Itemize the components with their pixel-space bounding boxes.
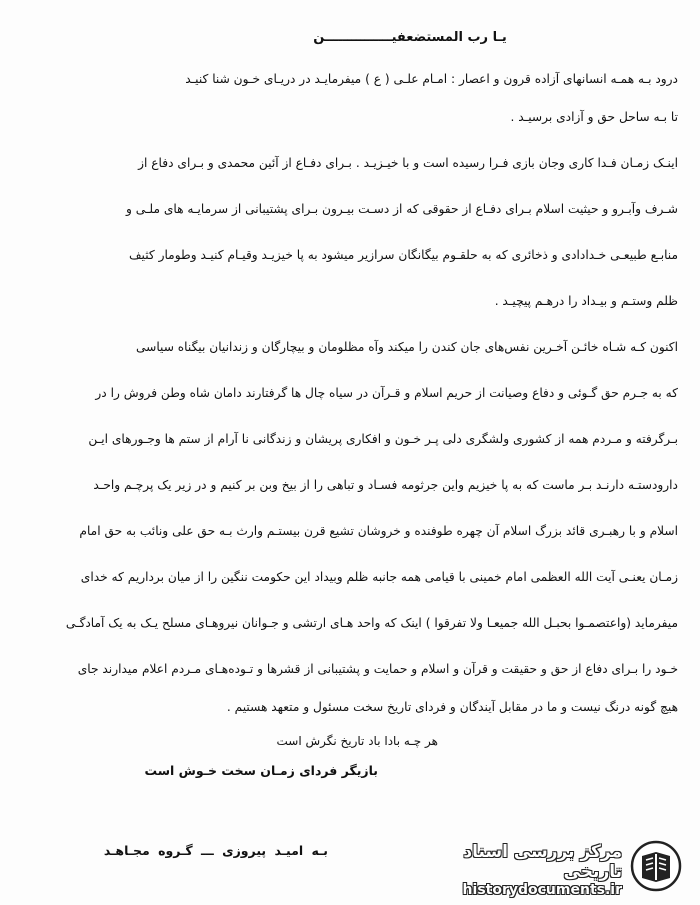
paragraph1-line: ظلم وستـم و بیـداد را درهـم پیچیـد . bbox=[494, 294, 678, 308]
paragraph2-line: اکنون کـه شـاه خائـن آخـرین نفس‌های جان کندن را میکند وآه مظلومان و بیچارگان و زندانیان بیگناه سیاسی bbox=[135, 340, 678, 354]
paragraph2-line: خـود را بـرای دفاع از حق و حقیقت و قرآن و اسلام و حمایت و پشتیبانی از قشرها و تـوده‌هـای مـردم اعلام میدارند جای bbox=[77, 662, 678, 676]
paragraph1-line: اینـک زمـان فـدا کاری وجان بازی فـرا رسیده است و با خیـزیـد . بـرای دفـاع از آئین محمدی و بـرای دفاع از bbox=[138, 156, 678, 170]
intro-line: تا بـه ساحل حق و آزادی برسیـد . bbox=[510, 110, 678, 124]
paragraph2-line: زمـان یعنـی آیت الله العظمی امام خمینی با قیامی همه جانبه ظلم وبیداد این حکومت ننگین را از میان برداریم که خدای bbox=[80, 570, 678, 584]
paragraph2-line: که به جـرم حق گـوئی و دفاع وصیانت از حریم اسلام و قـرآن در سیاه چال ها گرفتارند دامان شاه وطن فروش را در bbox=[95, 386, 678, 400]
footer-verse-2: بازیگر فردای زمـان سخت خـوش است bbox=[144, 763, 378, 778]
paragraph1-line: منابـع طبیعـی خـدادادی و ذخائری که به حلقـوم بیگانگان سرازیر میشود به پا خیزیـد وقیـام کنیـد وطومار کثیف bbox=[128, 248, 678, 262]
paragraph2-line: میفرماید (واعتصمـوا بحبـل الله جمیعـا ولا تفرقوا ) اینک که واحد هـای ارتشی و جـوانان نیروهـای مسلح یـک به یک آمادگـی bbox=[65, 616, 678, 630]
watermark-text bbox=[408, 842, 622, 898]
title-row bbox=[22, 30, 678, 45]
paragraph2-line: دارودستـه دارنـد بـر ماست که به پا خیزیم واین جرثومه فسـاد و تباهی را از بیخ وبن بر کنیم و در زیر یک پرچـم واحـد bbox=[93, 478, 678, 492]
watermark-website[interactable]: historydocuments.ir bbox=[462, 882, 622, 898]
intro-line: درود بـه همـه انسانهای آزاده قرون و اعصار : امـام علـی ( ع ) میفرمایـد در دریـای خـون شنا کنیـد bbox=[185, 72, 678, 86]
document-body bbox=[22, 30, 678, 861]
watermark bbox=[408, 836, 690, 896]
book-emblem-icon bbox=[630, 840, 682, 892]
paragraph2-line: هیچ گونه درنگ نیست و ما در مقابل آیندگان و فردای تاریخ سخت مسئول و متعهد هستیم . bbox=[226, 700, 678, 714]
paragraph2-line: اسلام و با رهبـری قائد بزرگ اسلام آن چهره طوفنده و خروشان تشیع قرن بیستـم وارث بـه حق علی ونائب به حق امام bbox=[79, 524, 678, 538]
signature: بـه امیـد پیروزی ـــ گـروه مجـاهـد bbox=[103, 843, 328, 858]
paragraph1-line: شـرف وآبـرو و حیثیت اسلام بـرای دفـاع از حقوقی که از دسـت بیـرون بـرای پشتیبانی از سرمایـه های ملـی و bbox=[125, 202, 678, 216]
watermark-organization: مرکز بررسی اسناد تاریخی bbox=[463, 842, 622, 882]
paragraph2-line: بـرگرفته و مـردم همه از کشوری ولشگری دلی پـر خـون و افکاری پریشان و زندگانی نا آرام از ستم ها وجـورهای ایـن bbox=[88, 432, 678, 446]
footer-verse-1: هر چـه بادا باد تاریخ نگرش است bbox=[276, 734, 438, 748]
document-title: یـا رب المستضعفیـــــــــــــــن bbox=[313, 30, 507, 45]
